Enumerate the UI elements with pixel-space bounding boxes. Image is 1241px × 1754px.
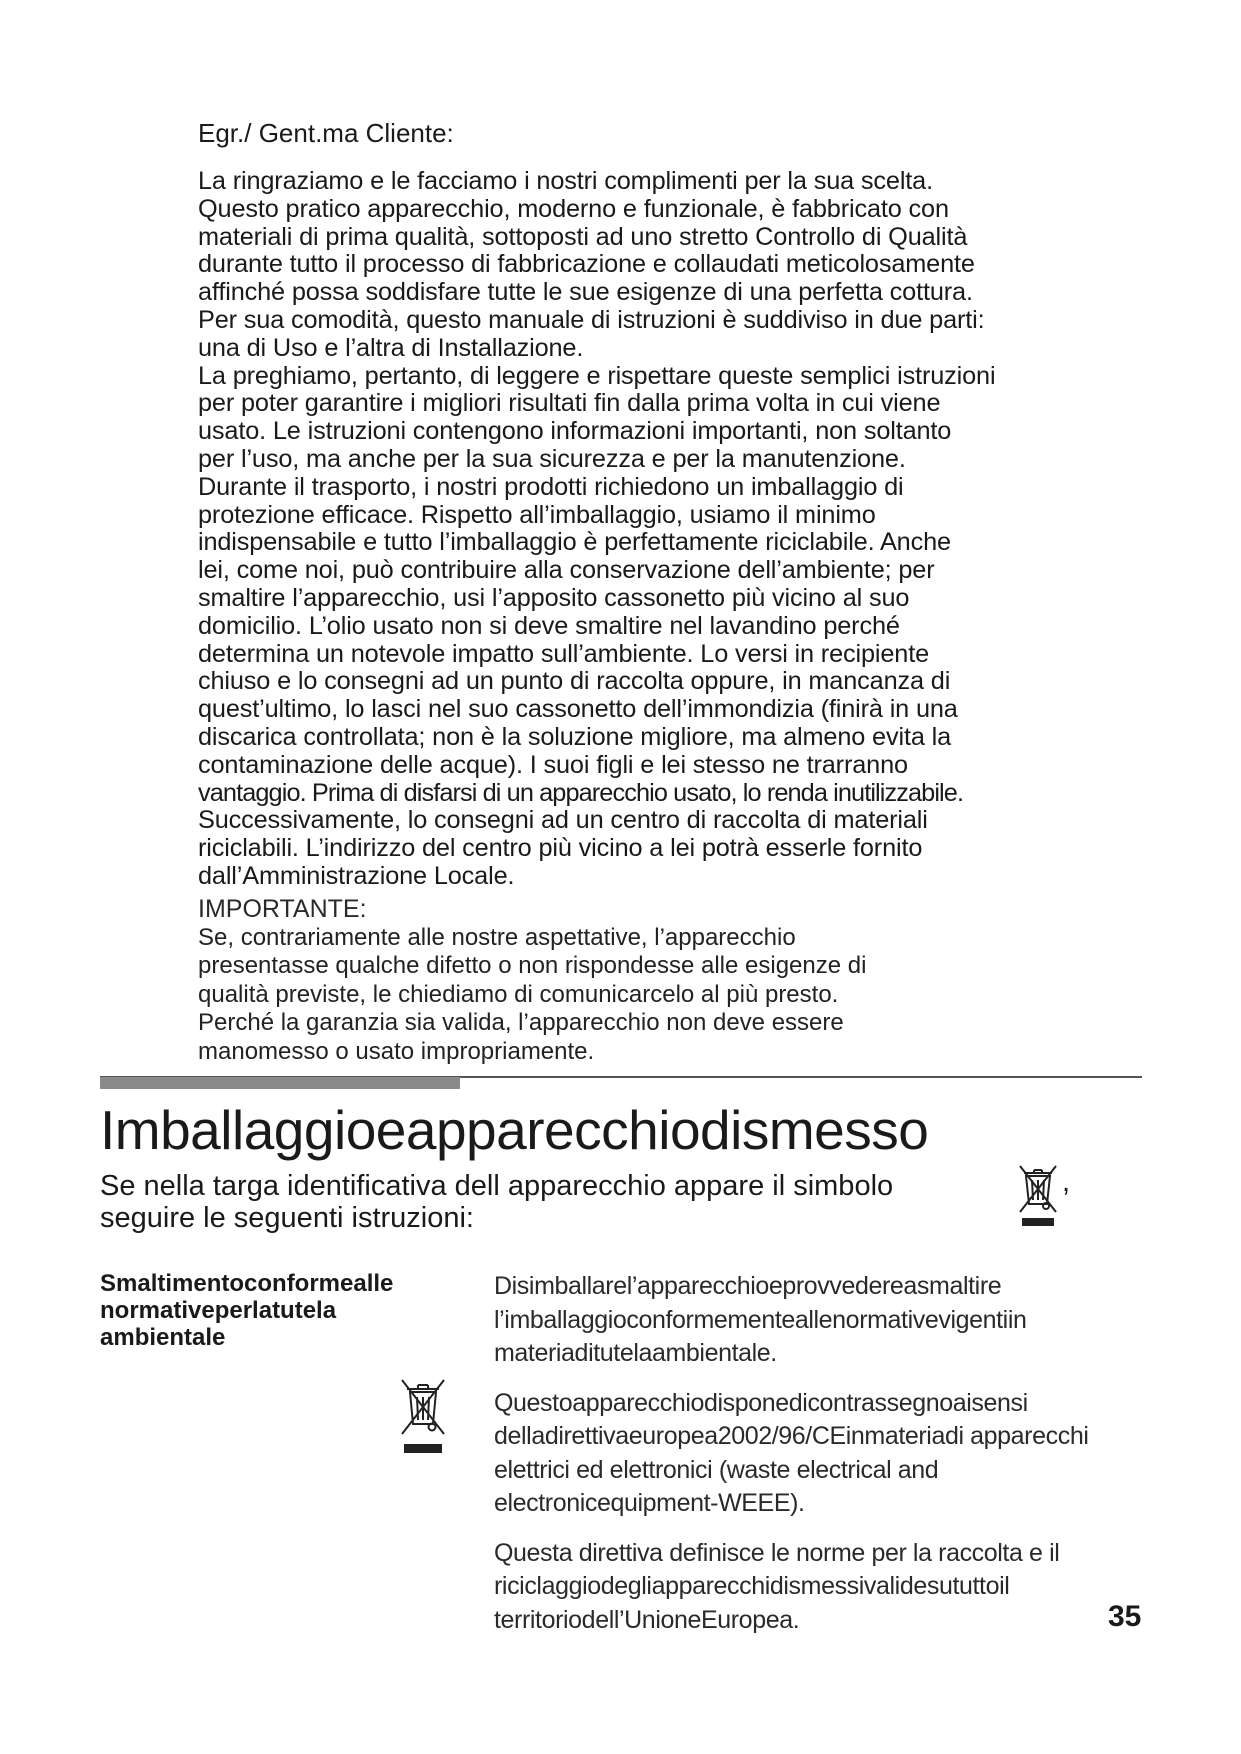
greeting: Egr./ Gent.ma Cliente: [198, 118, 454, 148]
intro-line: chiuso e lo consegni ad un punto di raccolta oppure, in mancanza di [198, 667, 951, 696]
intro-line: determina un notevole impatto sull’ambiente. Lo versi in recipiente [198, 639, 929, 668]
intro-line: Per sua comodità, questo manuale di istruzioni è suddiviso in due parti: [198, 305, 985, 334]
intro-line: Questo pratico apparecchio, moderno e funzionale, è fabbricato con [198, 194, 949, 223]
intro-line: vantaggio. Prima di disfarsi di un apparecchio usato, lo renda inutilizzabile. [198, 778, 964, 807]
intro-line: indispensabile e tutto l’imballaggio è perfettamente riciclabile. Anche [198, 528, 951, 557]
intro-text [198, 168, 1078, 891]
intro-line: La preghiamo, pertanto, di leggere e rispettare queste semplici istruzioni [198, 361, 996, 390]
intro-line: smaltire l’apparecchio, usi l’apposito cassonetto più vicino al suo [198, 583, 910, 612]
disposal-paragraph: Questoapparecchiodisponedicontrassegnoaisensi delladirettivaeuropea2002/96/CEinmateriadi apparecchi elettrici ed elettronici (waste electrical and electronicequipment-WEEE). [494, 1388, 1089, 1517]
crossed-out-wheelie-bin-icon [398, 1376, 448, 1456]
important-line: manomesso o usato impropriamente. [198, 1037, 595, 1065]
important-line: Perché la garanzia sia valida, l’apparecchio non deve essere [198, 1009, 844, 1037]
disposal-paragraph: Questa direttiva definisce le norme per la raccolta e il riciclaggiodegliapparecchidismessivalidesututtoil territoriodell’UnioneEuropea. [494, 1538, 1060, 1634]
intro-line: Durante il trasporto, i nostri prodotti richiedono un imballaggio di [198, 472, 904, 501]
important-line: presentasse qualche difetto o non rispondesse alle esigenze di [198, 952, 867, 980]
intro-line: dall’Amministrazione Locale. [198, 861, 515, 890]
section-divider-accent [100, 1077, 460, 1089]
intro-line: lei, come noi, può contribuire alla conservazione dell’ambiente; per [198, 556, 935, 585]
crossed-out-wheelie-bin-icon [1016, 1162, 1060, 1228]
intro-line: protezione efficace. Rispetto all’imballaggio, usiamo il minimo [198, 500, 876, 529]
intro-line: una di Uso e l’altra di Installazione. [198, 333, 584, 362]
intro-line: per l’uso, ma anche per la sua sicurezza e per la manutenzione. [198, 444, 906, 473]
important-text [198, 924, 1058, 1066]
symbol-instruction: Se nella targa identificativa dell apparecchio appare il simbolo seguire le seguenti istruzioni: [100, 1170, 894, 1234]
disposal-paragraph: Disimballarel’apparecchioeprovvedereasmaltire l’imballaggioconformementeallenormativevigentiin materiaditutelaambientale. [494, 1272, 1027, 1367]
intro-line: durante tutto il processo di fabbricazione e collaudati meticolosamente [198, 250, 975, 279]
disposal-text [494, 1270, 1154, 1653]
section-title: Imballaggioeapparecchiodismesso [100, 1099, 929, 1161]
intro-line: affinché possa soddisfare tutte le sue esigenze di una perfetta cottura. [198, 278, 973, 307]
intro-line: La ringraziamo e le facciamo i nostri complimenti per la sua scelta. [198, 167, 933, 195]
intro-line: discarica controllata; non è la soluzione migliore, ma almeno evita la [198, 722, 952, 751]
important-title: IMPORTANTE: [198, 895, 367, 923]
intro-line: Successivamente, lo consegni ad un centro di raccolta di materiali [198, 806, 928, 835]
intro-line: domicilio. L’olio usato non si deve smaltire nel lavandino perché [198, 611, 900, 640]
intro-line: materiali di prima qualità, sottoposti ad uno stretto Controllo di Qualità [198, 222, 968, 251]
important-line: qualità previste, le chiediamo di comunicarcelo al più presto. [198, 980, 839, 1008]
intro-line: riciclabili. L’indirizzo del centro più vicino a lei potrà esserle fornito [198, 834, 923, 863]
page-number: 35 [1108, 1600, 1142, 1633]
intro-line: usato. Le istruzioni contengono informazioni importanti, non soltanto [198, 417, 952, 446]
intro-line: per poter garantire i migliori risultati fin dalla prima volta in cui viene [198, 389, 941, 418]
side-heading: Smaltimentoconformealle normativeperlatutela ambientale [100, 1270, 394, 1351]
symbol-comma: , [1062, 1166, 1071, 1198]
important-line: Se, contrariamente alle nostre aspettative, l’apparecchio [198, 924, 796, 951]
intro-line: quest’ultimo, lo lasci nel suo cassonetto dell’immondizia (finirà in una [198, 695, 958, 724]
intro-line: contaminazione delle acque). I suoi figli e lei stesso ne trarranno [198, 750, 908, 779]
